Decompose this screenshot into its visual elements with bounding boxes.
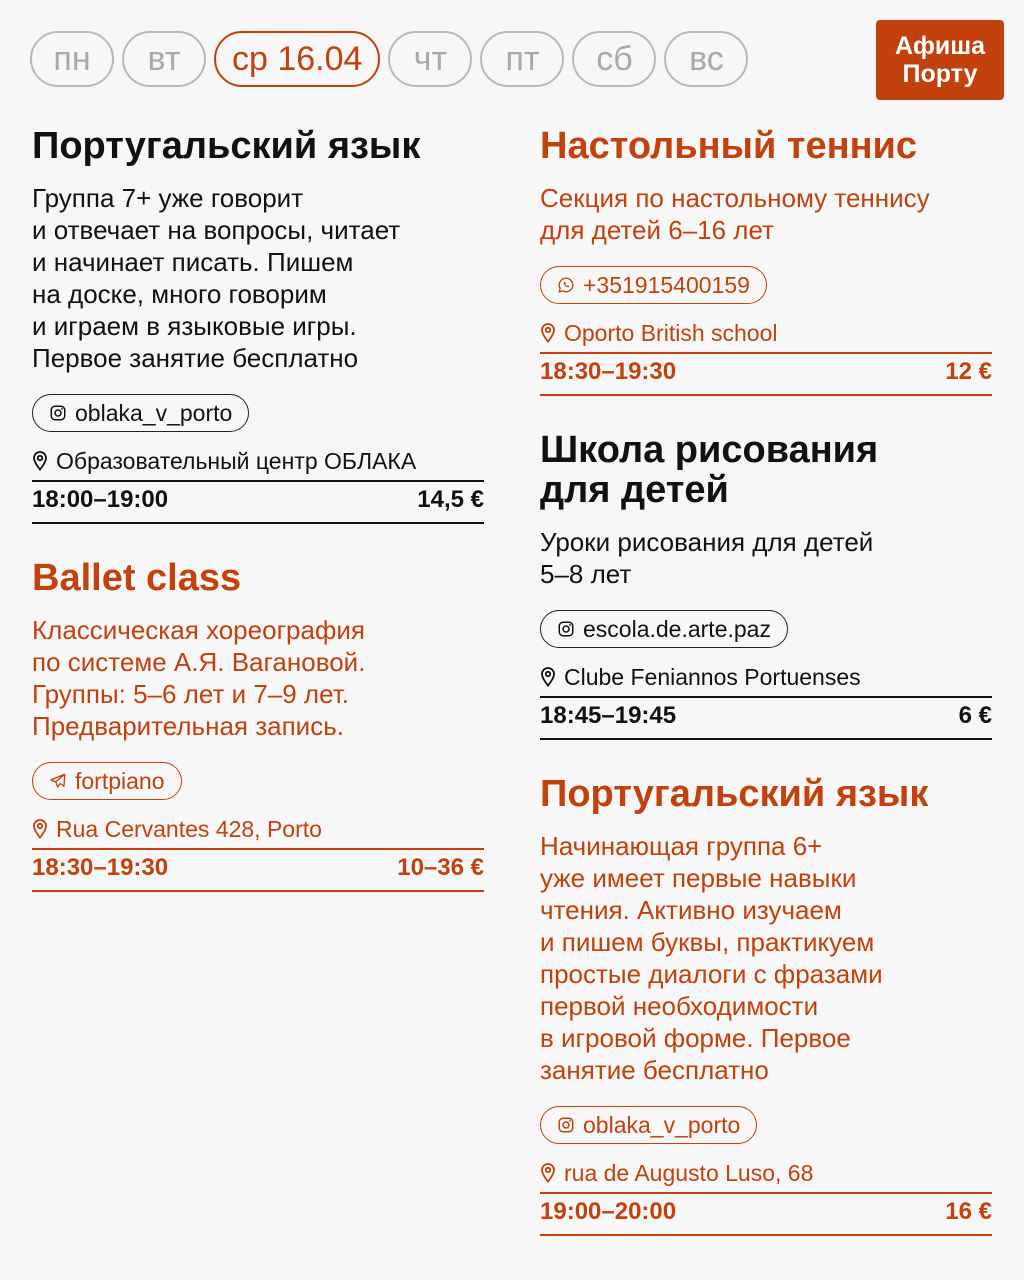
contact-link[interactable]	[540, 610, 788, 648]
contact-link[interactable]	[540, 266, 767, 304]
location-text: Образовательный центр ОБЛАКА	[56, 448, 417, 474]
location-pin-icon	[540, 1163, 556, 1183]
event-title: Португальский язык	[32, 125, 421, 167]
event-time: 19:00–20:00	[540, 1198, 677, 1225]
divider	[32, 522, 484, 524]
event-card	[540, 430, 992, 740]
event-card	[32, 126, 484, 524]
contact-link[interactable]	[32, 762, 182, 800]
logo-line-2: Порту	[902, 60, 978, 88]
event-title: Настольный теннис	[540, 125, 918, 167]
contact-link[interactable]	[32, 394, 249, 432]
whatsapp-icon	[557, 276, 575, 294]
event-title: Ballet class	[32, 557, 242, 599]
event-title: Школа рисования для детей	[540, 429, 879, 511]
event-location	[540, 318, 992, 348]
tab-wednesday-selected[interactable]: ср 16.04	[214, 31, 380, 87]
event-description: Группа 7+ уже говорит и отвечает на вопросы, читает и начинает писать. Пишем на доске, много говорим и играем в языковые игры. Первое занятие бесплатно	[32, 183, 401, 373]
contact-handle: fortpiano	[75, 767, 165, 794]
divider	[540, 1234, 992, 1236]
location-pin-icon	[32, 819, 48, 839]
tab-friday[interactable]: пт	[480, 31, 564, 87]
tab-thursday[interactable]: чт	[388, 31, 472, 87]
location-text: rua de Augusto Luso, 68	[564, 1160, 814, 1186]
event-card	[540, 774, 992, 1236]
tab-sunday[interactable]: вс	[664, 31, 748, 87]
time-price-row	[540, 698, 992, 734]
event-price: 14,5 €	[417, 486, 484, 513]
event-price: 16 €	[945, 1198, 992, 1225]
weekday-tabs	[30, 31, 748, 87]
event-location	[540, 662, 992, 692]
contact-handle: escola.de.arte.paz	[583, 615, 771, 642]
instagram-icon	[49, 404, 67, 422]
divider	[540, 394, 992, 396]
event-time: 18:45–19:45	[540, 702, 677, 729]
divider	[32, 890, 484, 892]
event-time: 18:30–19:30	[32, 854, 169, 881]
event-location	[540, 1158, 992, 1188]
location-text: Clube Feniannos Portuenses	[564, 664, 861, 690]
event-price: 10–36 €	[397, 854, 484, 881]
location-text: Oporto British school	[564, 320, 778, 346]
event-description: Классическая хореография по системе А.Я. Вагановой. Группы: 5–6 лет и 7–9 лет. Предварительная запись.	[32, 615, 366, 741]
tab-saturday[interactable]: сб	[572, 31, 656, 87]
time-price-row	[540, 1194, 992, 1230]
event-card	[540, 126, 992, 396]
event-time: 18:00–19:00	[32, 486, 169, 513]
tab-tuesday[interactable]: вт	[122, 31, 206, 87]
right-column	[540, 126, 992, 1270]
contact-handle: oblaka_v_porto	[75, 399, 233, 426]
event-time: 18:30–19:30	[540, 358, 677, 385]
event-price: 12 €	[945, 358, 992, 385]
event-description: Уроки рисования для детей 5–8 лет	[540, 527, 874, 589]
time-price-row	[32, 850, 484, 886]
event-description: Начинающая группа 6+ уже имеет первые навыки чтения. Активно изучаем и пишем буквы, практикуем простые диалоги с фразами первой необходимости в игровой форме. Первое занятие бесплатно	[540, 831, 883, 1085]
tab-monday[interactable]: пн	[30, 31, 114, 87]
event-description: Секция по настольному теннису для детей 6–16 лет	[540, 183, 930, 245]
contact-handle: oblaka_v_porto	[583, 1111, 741, 1138]
instagram-icon	[557, 1116, 575, 1134]
time-price-row	[540, 354, 992, 390]
contact-link[interactable]	[540, 1106, 757, 1144]
event-location	[32, 446, 484, 476]
left-column	[32, 126, 484, 926]
instagram-icon	[557, 620, 575, 638]
location-pin-icon	[540, 667, 556, 687]
location-pin-icon	[32, 451, 48, 471]
event-title: Португальский язык	[540, 773, 929, 815]
event-card	[32, 558, 484, 892]
event-price: 6 €	[958, 702, 992, 729]
event-location	[32, 814, 484, 844]
contact-phone: +351915400159	[583, 271, 750, 298]
location-pin-icon	[540, 323, 556, 343]
logo-line-1: Афиша	[894, 32, 986, 60]
location-text: Rua Cervantes 428, Porto	[56, 816, 322, 842]
divider	[540, 738, 992, 740]
afisha-porto-logo	[876, 20, 1004, 100]
telegram-icon	[49, 772, 67, 790]
time-price-row	[32, 482, 484, 518]
